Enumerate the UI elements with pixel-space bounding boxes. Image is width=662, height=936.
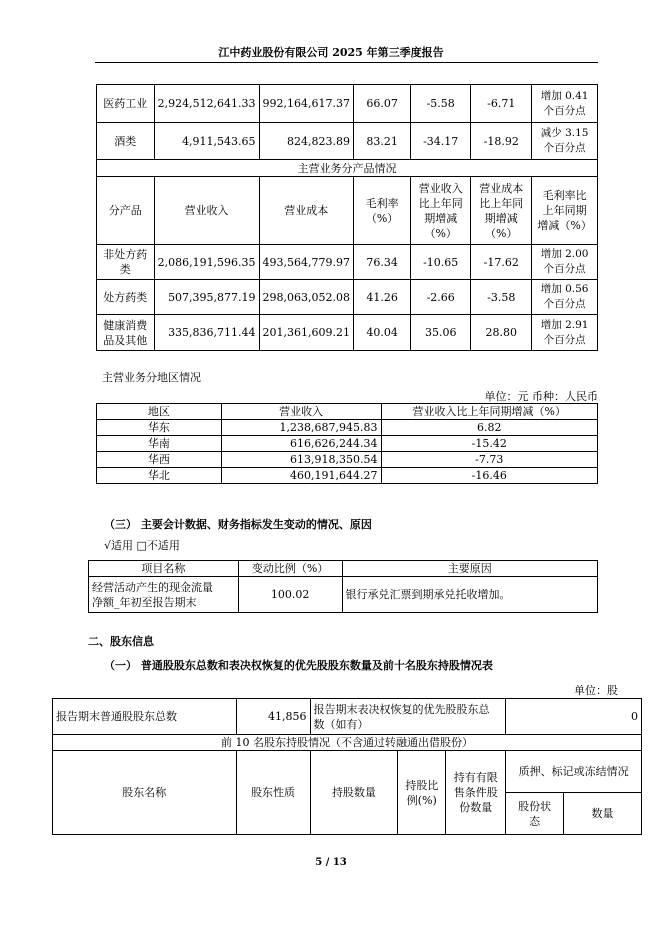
region-chg: -15.42: [381, 436, 598, 452]
product-cost: 493,564,779.97: [259, 245, 353, 280]
region-name: 华南: [97, 436, 222, 452]
margin-chg-unit: 个百分点: [543, 142, 586, 154]
product-revenue: 335,836,711.44: [154, 315, 259, 351]
product-cost: 201,361,609.21: [259, 315, 353, 351]
page-header-title: 江中药业股份有限公司 2025 年第三季度报告: [218, 46, 444, 59]
page-number: 5 / 13: [315, 857, 347, 868]
col-line: 营业成本: [479, 181, 524, 195]
industry-name: 医药工业: [97, 85, 155, 123]
col-margin-unit: （%）: [365, 211, 399, 225]
change-item: [89, 577, 239, 613]
col-qty: 数量: [564, 793, 642, 835]
col-line: 比上年同: [418, 196, 463, 210]
col-revenue: 营业收入: [154, 177, 259, 245]
region-revenue: 616,626,244.34: [221, 436, 381, 452]
table-row: [97, 452, 598, 468]
region-revenue: 613,918,350.54: [221, 452, 381, 468]
col-ratio: 变动比例（%）: [238, 561, 342, 577]
table-row: [97, 280, 598, 315]
col-line: 期增减: [484, 211, 518, 225]
industry-revenue: 2,924,512,641.33: [154, 85, 259, 123]
col-holder-nature: 股东性质: [236, 751, 310, 835]
product-margin-chg: [532, 315, 598, 351]
margin-chg-line: 增加 0.41: [540, 89, 589, 102]
region-chg: -7.73: [381, 452, 598, 468]
region-name: 华北: [97, 468, 222, 484]
region-chg: -16.46: [381, 468, 598, 484]
table-header-row: [97, 177, 598, 245]
col-line: 持股比: [405, 778, 439, 792]
table-row: [97, 85, 598, 123]
change-reason: 银行承兑汇票到期承兑托收增加。: [342, 577, 597, 613]
col-line: 期增减: [424, 211, 458, 225]
col-line: 态: [529, 814, 541, 828]
product-revenue: 507,395,877.19: [154, 280, 259, 315]
region-section-title: 主营业务分地区情况: [102, 371, 201, 384]
total-holders-label: 报告期末普通股股东总数: [53, 699, 237, 735]
pref-holders-value: 0: [506, 699, 642, 735]
industry-cost-chg: -18.92: [471, 123, 532, 160]
margin-chg-line: 增加 2.00: [540, 248, 589, 260]
region-revenue: 1,238,687,945.83: [221, 420, 381, 436]
product-name-line: 类: [119, 263, 131, 276]
industry-name: 酒类: [97, 123, 155, 160]
col-rev-chg: [411, 177, 471, 245]
industry-cost-chg: -6.71: [471, 85, 532, 123]
col-line: 例(%): [406, 793, 437, 807]
table-row: [97, 420, 598, 436]
industry-margin-chg: [532, 123, 598, 160]
product-margin: 41.26: [354, 280, 411, 315]
region-name: 华西: [97, 452, 222, 468]
pref-label-line: 报告期末表决权恢复的优先股股东总: [313, 702, 490, 716]
col-line: 份数量: [459, 801, 493, 814]
product-name: [97, 315, 155, 351]
industry-cost: 992,164,617.37: [259, 85, 353, 123]
table-row: [97, 315, 598, 351]
product-name-line: 健康消费: [103, 318, 148, 332]
margin-chg-unit: 个百分点: [543, 333, 586, 346]
region-table: [96, 403, 598, 484]
industry-cost: 824,823.89: [259, 123, 353, 160]
col-revenue: 营业收入: [221, 404, 381, 420]
industry-rev-chg: -5.58: [411, 85, 471, 123]
product-section-title: 主营业务分产品情况: [97, 160, 598, 177]
product-cost-chg: -3.58: [471, 280, 532, 315]
product-rev-chg: -10.65: [411, 245, 471, 280]
product-cost-chg: -17.62: [471, 245, 532, 280]
table-row: [53, 699, 642, 735]
col-line: 增减（%）: [537, 219, 592, 232]
pref-holders-label: [310, 699, 506, 735]
col-line: 股份状: [518, 799, 552, 813]
col-pledge: 质押、标记或冻结情况: [506, 751, 642, 793]
table-row: [97, 160, 598, 177]
product-revenue: 2,086,191,596.35: [154, 245, 259, 280]
industry-revenue: 4,911,543.65: [154, 123, 259, 160]
col-line: （%）: [485, 226, 518, 240]
table-header-row: [89, 561, 598, 577]
total-holders-value: 41,856: [236, 699, 310, 735]
col-holder-name: 股东名称: [53, 751, 237, 835]
col-ratio: [398, 751, 446, 835]
table-header-row: [53, 751, 642, 793]
product-margin-chg: [532, 280, 598, 315]
col-line: 比上年同: [479, 196, 524, 210]
change-table: [88, 560, 598, 613]
col-line: 售条件股: [453, 786, 498, 799]
product-margin-chg: [532, 245, 598, 280]
col-line: 毛利率比: [542, 189, 587, 202]
table-row: [97, 245, 598, 280]
shareholder-section-title: 二、股东信息: [88, 635, 154, 648]
product-name: [97, 245, 155, 280]
region-unit-note: 单位：元 币种：人民币: [484, 390, 598, 403]
col-margin-line: 毛利率: [365, 196, 399, 210]
col-line: （%）: [424, 226, 457, 240]
shareholder-table: [52, 698, 642, 835]
shareholder-unit-note: 单位：股: [574, 684, 618, 697]
col-item: 项目名称: [89, 561, 239, 577]
product-name-line: 非处方药: [103, 248, 148, 261]
product-rev-chg: 35.06: [411, 315, 471, 351]
margin-chg-unit: 个百分点: [543, 298, 586, 310]
col-line: 上年同期: [542, 204, 587, 217]
col-chg: 营业收入比上年同期增减（%）: [381, 404, 598, 420]
region-chg: 6.82: [381, 420, 598, 436]
product-margin: 76.34: [354, 245, 411, 280]
table-header-row: [97, 404, 598, 420]
table-row: [97, 436, 598, 452]
table-row: [97, 123, 598, 160]
shareholder-subtitle: （一） 普通股股东总数和表决权恢复的优先股股东数量及前十名股东持股情况表: [104, 659, 493, 672]
segment-table: [96, 84, 598, 351]
change-section-title: （三） 主要会计数据、财务指标发生变动的情况、原因: [104, 518, 372, 531]
pref-label-line: 数（如有）: [313, 717, 369, 731]
col-margin-chg: [532, 177, 598, 245]
region-name: 华东: [97, 420, 222, 436]
product-name-line: 品及其他: [103, 333, 148, 347]
top10-title: 前 10 名股东持股情况（不含通过转融通出借股份）: [53, 735, 642, 751]
industry-margin: 66.07: [354, 85, 411, 123]
applicable-checkbox[interactable]: √适用 □不适用: [104, 539, 180, 552]
industry-rev-chg: -34.17: [411, 123, 471, 160]
col-restricted: [446, 751, 506, 835]
margin-chg-line: 增加 2.91: [540, 318, 589, 331]
product-cost: 298,063,052.08: [259, 280, 353, 315]
industry-margin: 83.21: [354, 123, 411, 160]
region-revenue: 460,191,644.27: [221, 468, 381, 484]
change-item-line: 经营活动产生的现金流量: [92, 580, 213, 594]
table-row: [97, 468, 598, 484]
col-product: 分产品: [97, 177, 155, 245]
col-cost: 营业成本: [259, 177, 353, 245]
margin-chg-unit: 个百分点: [543, 263, 586, 275]
product-margin: 40.04: [354, 315, 411, 351]
table-row: [53, 735, 642, 751]
margin-chg-unit: 个百分点: [543, 104, 586, 117]
change-item-line: 净额_年初至报告期末: [92, 595, 197, 609]
margin-chg-line: 增加 0.56: [540, 283, 589, 295]
col-cost-chg: [471, 177, 532, 245]
margin-chg-line: 减少 3.15: [540, 127, 589, 139]
table-row: [89, 577, 598, 613]
col-region: 地区: [97, 404, 222, 420]
col-shares: 持股数量: [310, 751, 398, 835]
col-margin: [354, 177, 411, 245]
header-rule: [95, 62, 598, 63]
col-status: [506, 793, 564, 835]
col-line: 营业收入: [418, 181, 463, 195]
product-cost-chg: 28.80: [471, 315, 532, 351]
col-reason: 主要原因: [342, 561, 597, 577]
change-ratio: 100.02: [238, 577, 342, 613]
product-rev-chg: -2.66: [411, 280, 471, 315]
col-line: 持有有限: [453, 771, 498, 784]
industry-margin-chg: [532, 85, 598, 123]
product-name: 处方药类: [97, 280, 155, 315]
